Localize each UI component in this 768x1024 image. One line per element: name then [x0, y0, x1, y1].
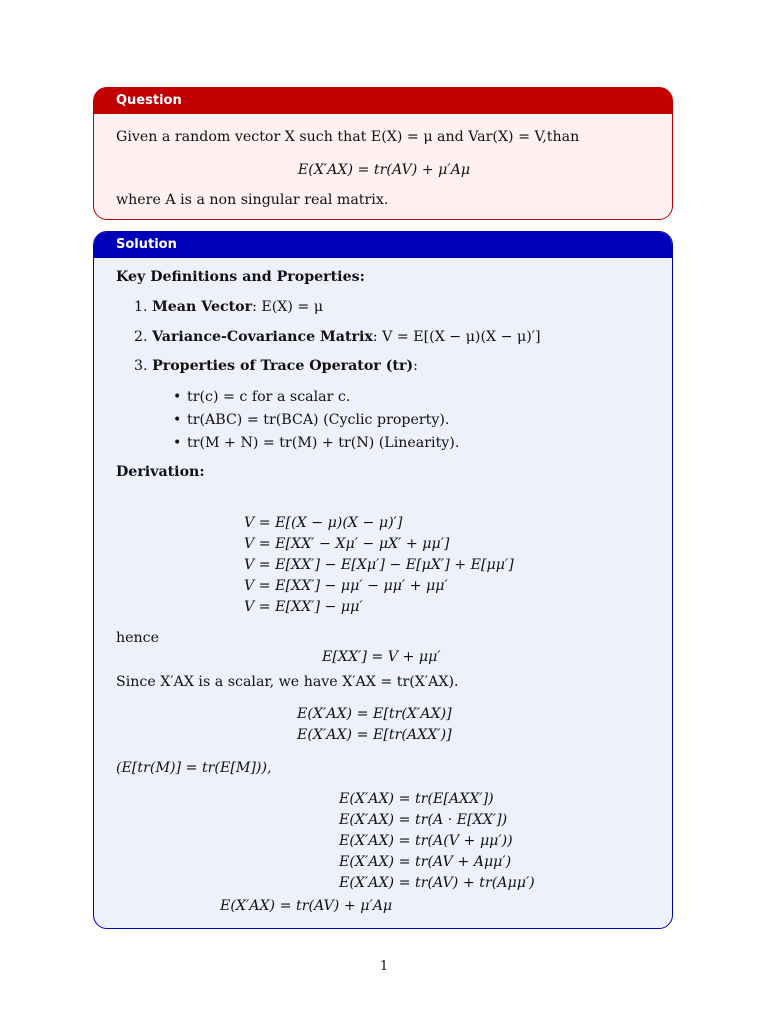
page-number: 1	[379, 959, 389, 974]
hence-text: hence	[116, 630, 160, 646]
eq-block1-line: V = E[XX′ − Xμ′ − μX′ + μμ′]	[244, 536, 450, 552]
eq-block1-line: V = E[XX′] − μμ′ − μμ′ + μμ′	[244, 578, 448, 594]
solution-box	[93, 231, 673, 929]
key-definitions-heading: Key Definitions and Properties:	[116, 269, 365, 285]
eq-block2-line: E(X′AX) = E[tr(X′AX)]	[297, 706, 452, 722]
hence-equation: E[XX′] = V + μμ′	[322, 649, 441, 665]
final-result-equation: E(X′AX) = tr(AV) + μ′Aμ	[220, 898, 393, 914]
list-item-variance-matrix: 2. Variance-Covariance Matrix: V = E[(X − μ)(X − μ)′]	[134, 329, 541, 345]
question-line1: Given a random vector X such that E(X) = μ and Var(X) = V,than	[116, 129, 580, 145]
scalar-statement: Since X′AX is a scalar, we have X′AX = tr(X′AX).	[116, 674, 459, 690]
eq-block3-line: E(X′AX) = tr(A(V + μμ′))	[339, 833, 513, 849]
eq-block3-line: E(X′AX) = tr(A · E[XX′])	[339, 812, 508, 828]
eq-block3-line: E(X′AX) = tr(AV) + tr(Aμμ′)	[339, 875, 535, 891]
derivation-heading: Derivation:	[116, 464, 205, 480]
question-header: Question	[94, 88, 672, 114]
question-box	[93, 87, 673, 220]
eq-block3-line: E(X′AX) = tr(AV + Aμμ′)	[339, 854, 512, 870]
eq-block1-line: V = E[XX′] − μμ′	[244, 599, 363, 615]
bullet-cyclic-property: • tr(ABC) = tr(BCA) (Cyclic property).	[187, 411, 449, 429]
question-display-equation: E(X′AX) = tr(AV) + μ′Aμ	[297, 162, 471, 178]
list-item-trace-properties: 3. Properties of Trace Operator (tr):	[134, 358, 418, 374]
bullet-linearity: • tr(M + N) = tr(M) + tr(N) (Linearity).	[187, 434, 459, 452]
question-line2: where A is a non singular real matrix.	[116, 192, 389, 208]
linearity-note: (E[tr(M)] = tr(E[M])),	[116, 760, 272, 776]
eq-block2-line: E(X′AX) = E[tr(AXX′)]	[297, 727, 452, 743]
list-item-mean-vector: 1. Mean Vector: E(X) = μ	[134, 299, 324, 315]
eq-block3-line: E(X′AX) = tr(E[AXX′])	[339, 791, 494, 807]
eq-block1-line: V = E[XX′] − E[Xμ′] − E[μX′] + E[μμ′]	[244, 557, 514, 573]
bullet-scalar-trace: • tr(c) = c for a scalar c.	[187, 388, 350, 406]
eq-block1-line: V = E[(X − μ)(X − μ)′]	[244, 515, 403, 531]
solution-header: Solution	[94, 232, 672, 258]
